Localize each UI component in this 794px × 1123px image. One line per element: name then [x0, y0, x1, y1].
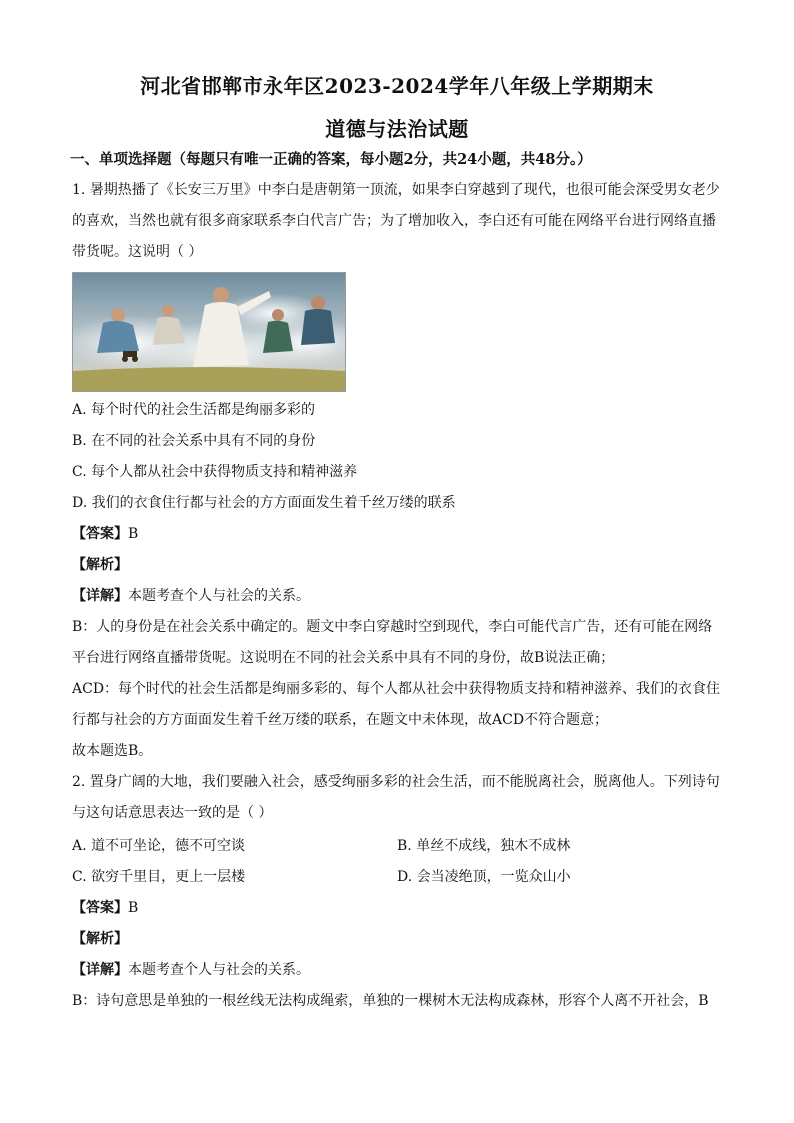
q1-detail-text: 本题考查个人与社会的关系。 [128, 588, 310, 604]
q1-option-b: B. 在不同的社会关系中具有不同的身份 [72, 433, 316, 449]
q2-explain-line-1: B：诗句意思是单独的一根丝线无法构成绳索，单独的一棵树木无法构成森林，形容个人离不开社会，B [72, 993, 709, 1009]
q2-option-a: A. 道不可坐论，德不可空谈 [72, 838, 246, 854]
q2-detail-label: 【详解】 [72, 962, 128, 978]
q2-stem-line-1: 2. 置身广阔的大地，我们要融入社会，感受绚丽多彩的社会生活，而不能脱离社会，脱离他人。下列诗句 [72, 774, 720, 790]
q2-answer-value: B [128, 900, 139, 916]
section-heading: 一、单项选择题（每题只有唯一正确的答案，每小题2分，共24小题，共48分。） [70, 151, 592, 168]
q2-analysis-label: 【解析】 [72, 931, 128, 947]
q2-detail [72, 960, 732, 980]
q2-detail-text: 本题考查个人与社会的关系。 [128, 962, 310, 978]
q1-explain-line-1: B：人的身份是在社会关系中确定的。题文中李白穿越时空到现代，李白可能代言广告，还有可能在网络 [72, 619, 713, 635]
q1-option-d: D. 我们的衣食住行都与社会的方方面面发生着千丝万缕的联系 [72, 495, 456, 511]
q2-answer [72, 898, 732, 918]
q2-options-row-1 [72, 836, 732, 856]
q1-answer [72, 524, 732, 544]
q1-option-c: C. 每个人都从社会中获得物质支持和精神滋养 [72, 464, 358, 480]
q1-detail [72, 586, 732, 606]
q1-explain-line-4: 行都与社会的方方面面发生着千丝万缕的联系，在题文中未体现，故ACD不符合题意； [72, 712, 609, 728]
q2-option-d: D. 会当凌绝顶，一览众山小 [397, 869, 571, 885]
q2-answer-label: 【答案】 [72, 900, 128, 916]
q1-stem-line-1: 1. 暑期热播了《长安三万里》中李白是唐朝第一顶流，如果李白穿越到了现代，也很可能会深受男女老少 [72, 182, 720, 198]
q1-answer-label: 【答案】 [72, 526, 128, 542]
q1-answer-value: B [128, 526, 139, 542]
q1-option-a: A. 每个时代的社会生活都是绚丽多彩的 [72, 402, 316, 418]
q2-options-row-2 [72, 867, 732, 887]
q1-stem-line-3: 带货呢。这说明（ ） [72, 244, 203, 260]
q1-explain-line-3: ACD：每个时代的社会生活都是绚丽多彩的、每个人都从社会中获得物质支持和精神滋养、我们的衣食住 [72, 681, 721, 697]
q2-option-b: B. 单丝不成线，独木不成林 [397, 838, 571, 854]
q2-option-c: C. 欲穷千里目，更上一层楼 [72, 869, 246, 885]
exam-title: 河北省邯郸市永年区2023-2024学年八年级上学期期末 [140, 74, 654, 98]
q2-stem-line-2: 与这句话意思表达一致的是（ ） [72, 805, 273, 821]
q1-explain-line-2: 平台进行网络直播带货呢。这说明在不同的社会关系中具有不同的身份，故B说法正确； [72, 650, 615, 666]
q1-explain-line-5: 故本题选B。 [72, 743, 153, 759]
q1-stem-line-2: 的喜欢，当然也就有很多商家联系李白代言广告；为了增加收入，李白还有可能在网络平台进行网络直播 [72, 213, 716, 229]
q1-detail-label: 【详解】 [72, 588, 128, 604]
q1-analysis-label: 【解析】 [72, 557, 128, 573]
exam-subject-title: 道德与法治试题 [325, 117, 469, 141]
q1-illustration [72, 272, 346, 392]
